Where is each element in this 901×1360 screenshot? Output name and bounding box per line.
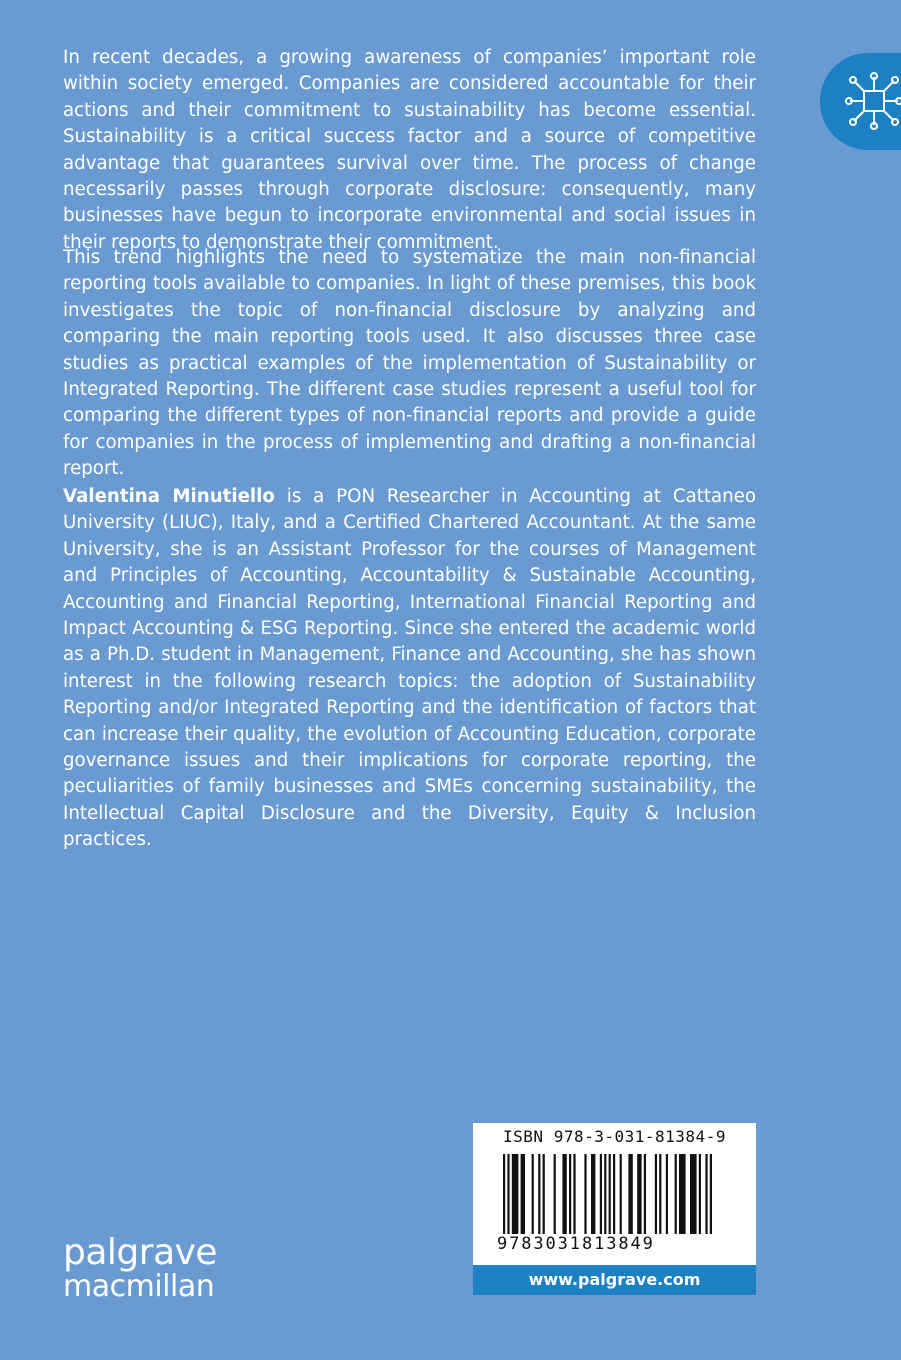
description-paragraph-2: This trend highlights the need to systematize the main non-financial reporting tools available to companies. In light of these premises, this book investigates the topic of non-financial disclosure by analyzing and comparing the main reporting tools used. It also discusses three case studies as practical examples of the implementation of Sustainability or Integrated Reporting. The different case studies represent a useful tool for comparing the different types of non-financial reports and provide a guide for companies in the process of implementing and drafting a non-financial report.: [63, 247, 756, 480]
barcode-bar: [569, 1154, 571, 1236]
series-tab: [820, 53, 901, 150]
isbn-label: ISBN 978-3-031-81384-9: [503, 1127, 726, 1146]
barcode-bar: [628, 1154, 632, 1236]
barcode-bar: [562, 1154, 566, 1236]
barcode-bar: [679, 1154, 686, 1236]
barcode-bar: [573, 1154, 575, 1236]
barcode-bar: [613, 1154, 615, 1236]
barcode-bar: [666, 1154, 668, 1236]
publisher-logo-line1: palgrave: [63, 1232, 218, 1273]
barcode-bar: [655, 1154, 657, 1236]
barcode-bar: [637, 1154, 641, 1236]
author-bio-paragraph: [63, 484, 756, 854]
barcode-bar: [538, 1154, 540, 1236]
barcode-bar: [584, 1154, 586, 1236]
publisher-logo: [63, 1232, 218, 1304]
barcode-bar: [512, 1154, 519, 1236]
barcode-bar: [543, 1154, 545, 1236]
barcode-bar: [554, 1154, 556, 1236]
author-name: Valentina Minutiello: [63, 486, 275, 507]
description-paragraph-1: In recent decades, a growing awareness of companies’ important role within society emerged. Companies are considered accountable for their actions and their commitment to sustainability has become essential. Sustainability is a critical success factor and a source of competitive advantage that guarantees survival over time. The process of change necessarily passes through corporate disclosure: consequently, many businesses have begun to incorporate environmental and social issues in their reports to demonstrate their commitment.: [63, 47, 756, 253]
barcode-bar: [644, 1154, 646, 1236]
barcode-bar: [532, 1154, 534, 1236]
ean-digits: 9783031813849: [495, 1234, 739, 1254]
publisher-url: www.palgrave.com: [473, 1265, 756, 1295]
circuit-node-icon: [844, 71, 901, 131]
barcode-bar: [690, 1154, 697, 1236]
barcode-bar: [699, 1154, 701, 1236]
barcode-block: [473, 1123, 756, 1295]
barcode-bar: [620, 1154, 622, 1236]
barcode-bar: [659, 1154, 661, 1236]
publisher-logo-line2: macmillan: [63, 1269, 215, 1304]
author-bio-text: is a PON Researcher in Accounting at Cattaneo University (LIUC), Italy, and a Certified Chartered Accountant. At the same University, she is an Assistant Professor for the courses of Management and Principles of Accounting, Accountability & Sustainable Accounting, Accounting and Financial Reporting, International Financial Reporting and Impact Accounting & ESG Reporting. Since she entered the academic world as a Ph.D. student in Management, Finance and Accounting, she has shown interest in the following research topics: the adoption of Sustainability Reporting and/or Integrated Reporting and the identification of factors that can increase their quality, the evolution of Accounting Education, corporate governance issues and their implications for corporate reporting, the peculiarities of family businesses and SMEs concerning sustainability, the Intellectual Capital Disclosure and the Diversity, Equity & Inclusion practices.: [63, 486, 757, 851]
barcode-bar: [521, 1154, 525, 1236]
barcode-bar: [591, 1154, 595, 1236]
barcode-bar: [675, 1154, 677, 1236]
barcode-bar: [600, 1154, 602, 1236]
